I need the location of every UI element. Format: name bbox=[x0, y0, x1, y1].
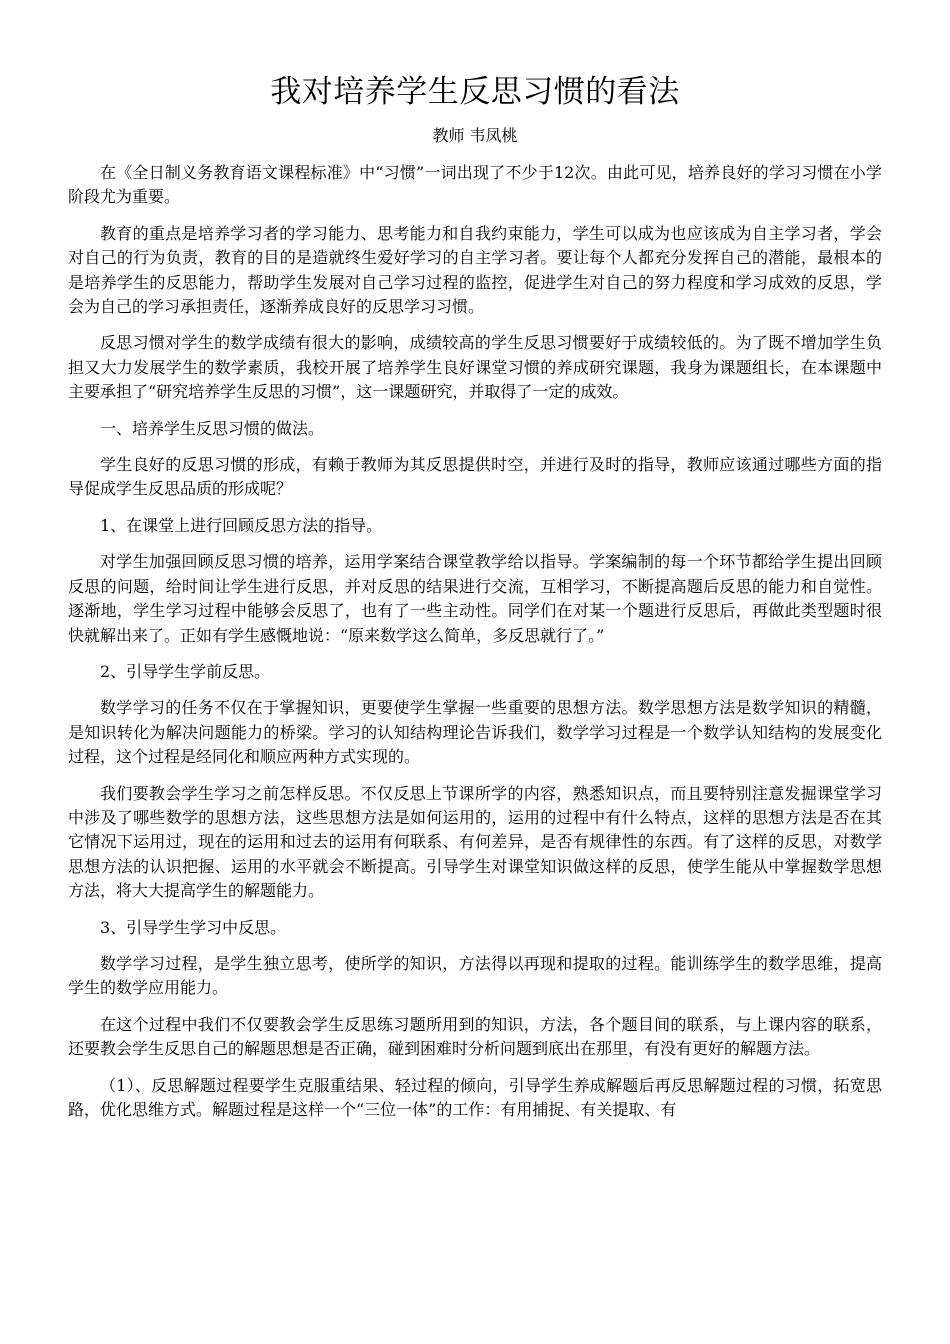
paragraph-4: 学生良好的反思习惯的形成，有赖于教师为其反思提供时空，并进行及时的指导，教师应该通过哪些方面的指导促成学生反思品质的形成呢？ bbox=[68, 455, 882, 499]
document-page bbox=[68, 72, 882, 1122]
paragraph-3: 反思习惯对学生的数学成绩有很大的影响，成绩较高的学生反思习惯要好于成绩较低的。为了既不增加学生负担又大力发展学生的数学素质，我校开展了培养学生良好课堂习惯的养成研究课题，我身为课题组长，在本课题中主要承担了“研究培养学生反思的习惯”，这一课题研究，并取得了一定的成效。 bbox=[68, 333, 882, 402]
document-title: 我对培养学生反思习惯的看法 bbox=[270, 74, 680, 110]
section-heading-1: 一、培养学生反思习惯的做法。 bbox=[100, 418, 325, 438]
paragraph-1: 在《全日制义务教育语文课程标准》中“习惯”一词出现了不少于12次。由此可见，培养良好的学习习惯在小学阶段尤为重要。 bbox=[68, 163, 882, 207]
paragraph-5: 对学生加强回顾反思习惯的培养，运用学案结合课堂教学给以指导。学案编制的每一个环节都给学生提出回顾反思的问题，给时间让学生进行反思，并对反思的结果进行交流，互相学习，不断提高题后反思的能力和自觉性。逐渐地，学生学习过程中能够会反思了，也有了一些主动性。同学们在对某一个题进行反思后，再做此类型题时很快就解出来了。正如有学生感慨地说：“原来数学这么简单，多反思就行了。” bbox=[68, 552, 882, 645]
author-line: 教师 韦凤桃 bbox=[432, 126, 518, 145]
paragraph-8: 数学学习过程，是学生独立思考，使所学的知识，方法得以再现和提取的过程。能训练学生的数学思维，提高学生的数学应用能力。 bbox=[68, 953, 882, 998]
subheading-1: 1、在课堂上进行回顾反思方法的指导。 bbox=[100, 515, 383, 535]
paragraph-2: 教育的重点是培养学习者的学习能力、思考能力和自我约束能力，学生可以成为也应该成为自主学习者，学会对自己的行为负责，教育的目的是造就终生爱好学习的自主学习者。要让每个人都充分发挥自己的潜能，最根本的是培养学生的反思能力，帮助学生发展对自己学习过程的监控，促进学生对自己的努力程度和学习成效的反思，学会为自己的学习承担责任，逐渐养成良好的反思学习习惯。 bbox=[68, 223, 882, 317]
paragraph-10: （1）、反思解题过程要学生克服重结果、轻过程的倾向，引导学生养成解题后再反思解题过程的习惯，拓宽思路，优化思维方式。解题过程是这样一个“三位一体”的工作：有用捕捉、有关提取、有 bbox=[68, 1075, 882, 1119]
paragraph-6: 数学学习的任务不仅在于掌握知识，更要使学生掌握一些重要的思想方法。数学思想方法是数学知识的精髓，是知识转化为解决问题能力的桥梁。学习的认知结构理论告诉我们，数学学习过程是一个数学认知结构的发展变化过程，这个过程是经同化和顺应两种方式实现的。 bbox=[68, 698, 882, 767]
subheading-2: 2、引导学生学前反思。 bbox=[100, 661, 271, 681]
paragraph-9: 在这个过程中我们不仅要教会学生反思练习题所用到的知识，方法，各个题目间的联系，与上课内容的联系，还要教会学生反思自己的解题思想是否正确，碰到困难时分析问题到底出在那里，有没有更好的解题方法。 bbox=[68, 1014, 882, 1059]
paragraph-7: 我们要教会学生学习之前怎样反思。不仅反思上节课所学的内容，熟悉知识点，而且要特别注意发掘课堂学习中涉及了哪些数学的思想方法，这些思想方法是如何运用的，运用的过程中有什么特点，这样的思想方法是否在其它情况下运用过，现在的运用和过去的运用有何联系、有何差异，是否有规律性的东西。有了这样的反思，对数学思想方法的认识把握、运用的水平就会不断提高。引导学生对课堂知识做这样的反思，使学生能从中掌握数学思想方法，将大大提高学生的解题能力。 bbox=[68, 783, 882, 901]
subheading-3: 3、引导学生学习中反思。 bbox=[100, 917, 287, 937]
